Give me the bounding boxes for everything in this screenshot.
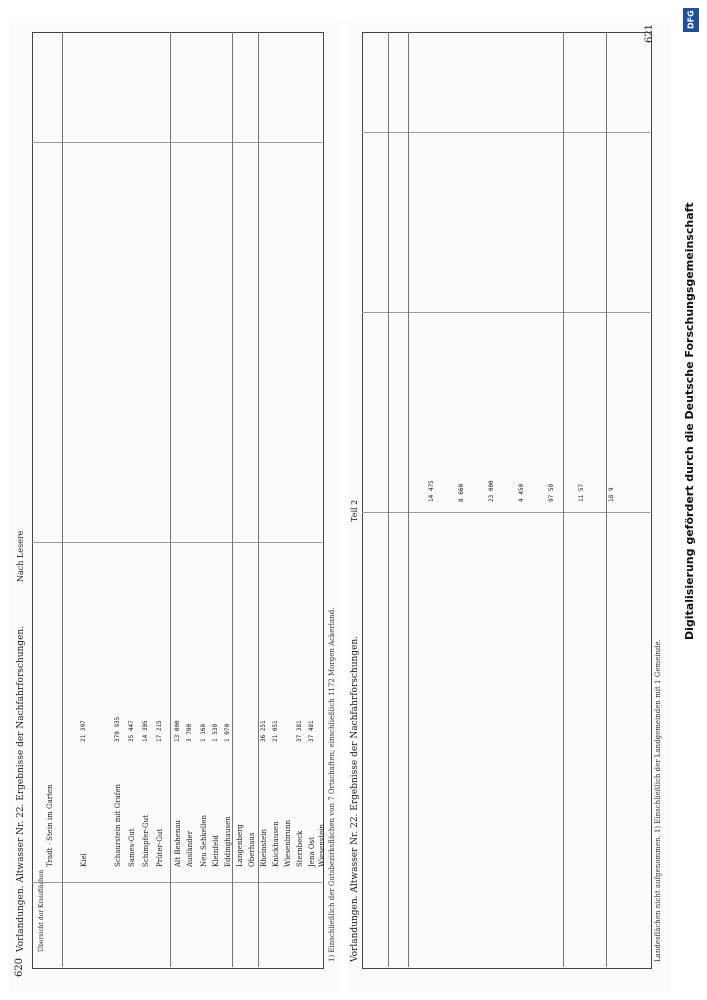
left-col-divider — [170, 32, 171, 967]
left-row-name: Neu Sehkellen — [200, 815, 208, 867]
right-footnote: Landesflächen nicht aufgenommen. 1) Einschließlich der Landgemeinden mit 1 Gemeinde. — [654, 639, 662, 962]
right-table-value: 11 57 — [578, 483, 585, 502]
left-row-name: Rheinstein — [260, 829, 268, 867]
left-row-name: Schaurstein mit Grafen — [114, 783, 122, 867]
right-table-value: 23 000 — [488, 480, 495, 502]
left-table-value: 37 381 — [296, 720, 303, 742]
right-table-value: 14 475 — [428, 480, 435, 502]
left-row-name: Eddinghausen — [224, 816, 232, 867]
left-row-name: Wiesenstein — [318, 824, 326, 867]
left-col-divider — [232, 32, 233, 967]
left-row-divider — [32, 142, 322, 143]
left-row-name: Kleinfeld — [212, 835, 220, 867]
left-row-name: Jena Ost — [308, 837, 316, 867]
left-table-value: 21 051 — [272, 720, 279, 742]
left-row-name: Schimpfer-Gut — [142, 815, 150, 867]
left-row-name: Sternbeck — [296, 830, 304, 867]
left-row-divider — [32, 882, 322, 883]
right-col-divider — [388, 32, 389, 967]
dfg-logo: DFG — [683, 8, 699, 32]
left-table-value: 370 935 — [114, 716, 121, 742]
left-table-value: 1 530 — [212, 723, 219, 742]
left-row-name: Tradt · Stein im Garten — [46, 784, 54, 867]
left-row-name: Sames-Gut — [128, 828, 136, 867]
dfg-sidebar — [677, 0, 707, 1000]
left-page-number: 620 — [14, 957, 26, 978]
left-table-value: 36 251 — [260, 720, 267, 742]
right-running-head: Vorlandungen. Altwasser Nr. 22. Ergebnisse der Nachfahrforschungen. — [350, 635, 360, 962]
left-table-value: 35 447 — [128, 720, 135, 742]
right-page — [348, 22, 670, 992]
left-table-title: Übersicht der Kreisflächen — [38, 869, 45, 952]
left-row-name: Ausländer — [186, 830, 194, 867]
right-sheet-marker: Teil 2 — [350, 499, 359, 522]
right-col-divider — [563, 32, 564, 967]
left-running-head: Vorlandungen. Altwasser Nr. 22. Ergebnisse der Nachfahrforschungen. — [16, 625, 26, 952]
left-row-name: Alt Beshenau — [174, 819, 182, 867]
left-footnote: 1) Einschließlich der Gutsbezirksflächen von 7 Ortschaften; einschließlich 1172 Morgen Ackerland. — [328, 607, 336, 962]
left-sheet-marker: Nach Lesere — [16, 530, 25, 582]
right-col-divider — [606, 32, 607, 967]
left-table-value: 3 700 — [186, 723, 193, 742]
left-table-value: 37 481 — [308, 720, 315, 742]
left-page — [10, 22, 340, 992]
right-table-value: 4 450 — [518, 483, 525, 502]
left-table-value: 14 305 — [142, 720, 149, 742]
left-table-value: 13 000 — [174, 720, 181, 742]
right-page-number: 621 — [644, 23, 656, 44]
left-table-value: 21 397 — [80, 720, 87, 742]
left-col-divider — [62, 32, 63, 967]
left-row-name: Langenberg — [236, 824, 244, 867]
right-col-divider — [408, 32, 409, 967]
right-table-value: 18 9 — [608, 487, 615, 502]
left-row-name: Wiesenbrunn — [284, 819, 292, 867]
left-table-value: 1 070 — [224, 723, 231, 742]
left-row-name: Prüter-Gut — [156, 828, 164, 867]
right-table-value: 97 50 — [548, 483, 555, 502]
left-table-value: 17 215 — [156, 720, 163, 742]
left-col-divider — [258, 32, 259, 967]
left-row-name: Knickhausen — [272, 821, 280, 867]
left-row-divider — [32, 542, 322, 543]
left-row-name: Kiel — [80, 853, 88, 867]
dfg-credit-text: Digitalisierung gefördert durch die Deutsche Forschungsgemeinschaft — [683, 202, 696, 640]
left-row-name: Oberhaus — [248, 832, 256, 867]
right-table-value: 8 660 — [458, 483, 465, 502]
left-table-value: 1 168 — [200, 723, 207, 742]
